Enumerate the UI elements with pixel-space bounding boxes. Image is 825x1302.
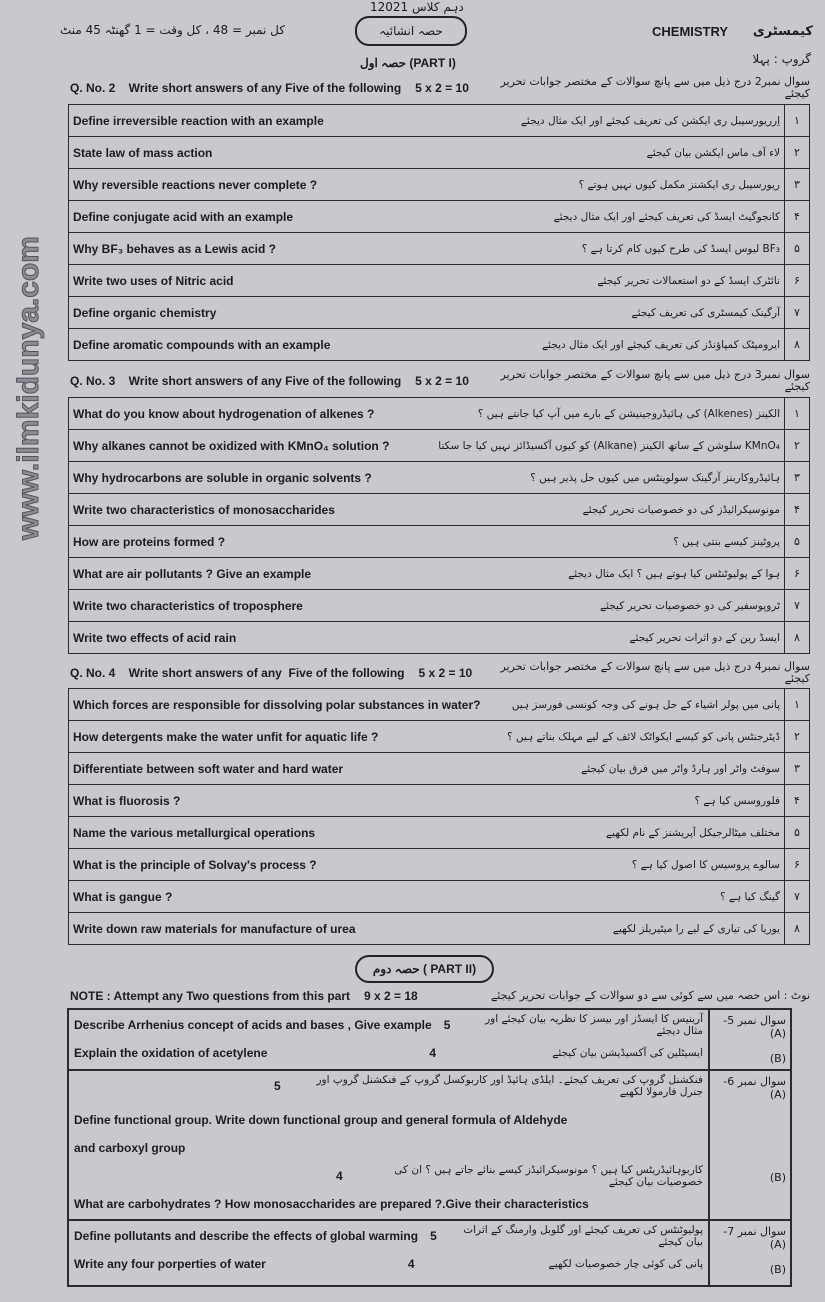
question-text-urdu: سوفٹ واٹر اور ہارڈ واٹر میں فرق بیان کیجئے — [495, 753, 784, 785]
q6b-label: (B) — [769, 1171, 786, 1184]
question-marks: 5 x 2 = 10 — [418, 666, 473, 680]
question-text-urdu: گینگ کیا ہے ؟ — [495, 881, 784, 913]
part2-note-row — [70, 984, 810, 1008]
question-text-urdu: KMnO₄ سلوشن کے ساتھ الکینز (Alkane) کو کیوں آکسیڈائز نہیں کیا جا سکتا — [413, 430, 784, 462]
question-text-urdu: ریورسیبل ری ایکشنز مکمل کیوں نہیں ہوتے ؟ — [425, 169, 784, 201]
question-text: Define conjugate acid with an example — [69, 201, 426, 233]
question-text-urdu: الکینز (Alkenes) کی ہائیڈروجینیشن کے بارے میں آپ کیا جانتے ہیں ؟ — [413, 398, 784, 430]
question-row — [69, 430, 810, 462]
question-row — [69, 462, 810, 494]
question-text: Name the various metallurgical operations — [69, 817, 496, 849]
q6a-urdu: فنکشنل گروپ کی تعریف کیجئے۔ ایلڈی ہائیڈ اور کاربوکسل گروپ کے فنکشنل گروپ اور جنرل فارمولا لکھیے — [316, 1074, 703, 1098]
question-heading-urdu: سوال نمبر2 درج ذیل میں سے پانچ سوالات کے مختصر جوابات تحریر کیجئے — [500, 75, 810, 100]
question-number: ۳ — [785, 753, 810, 785]
q6b-marks: 4 — [336, 1169, 343, 1183]
question-row — [69, 558, 810, 590]
q7a-label: سوال نمبر 7-(A) — [723, 1225, 786, 1251]
question-text: Write two characteristics of troposphere — [69, 590, 414, 622]
question-number: ۷ — [785, 881, 810, 913]
question-number: ۴ — [785, 201, 810, 233]
question-5 — [68, 1009, 791, 1070]
q5a-label: سوال نمبر 5-(A) — [723, 1014, 786, 1040]
question-row — [69, 233, 810, 265]
question-text: Which forces are responsible for dissolving polar substances in water? — [69, 689, 496, 721]
question-marks: 5 x 2 = 10 — [415, 374, 469, 388]
question-row — [69, 785, 810, 817]
question-row — [69, 622, 810, 654]
question-text-urdu: BF₃ لیوس ایسڈ کی طرح کیوں کام کرتا ہے ؟ — [425, 233, 784, 265]
q6b-urdu: کاربوہائیڈریٹس کیا ہیں ؟ مونوسیکرائیڈز کیسے بنائے جاتے ہیں ؟ ان کی خصوصیات بیان کیجئے — [394, 1164, 703, 1188]
question-6 — [68, 1070, 791, 1220]
question-text-urdu: سالوے پروسیس کا اصول کیا ہے ؟ — [495, 849, 784, 881]
section-title: حصہ انشائیہ — [355, 16, 467, 46]
question-text-urdu: کانجوگیٹ ایسڈ کی تعریف کیجئے اور ایک مثال دیجئے — [425, 201, 784, 233]
q5a-marks: 5 — [443, 1018, 451, 1032]
question-number: ۳ — [785, 462, 810, 494]
question-text-urdu: ٹروپوسفیر کی دو خصوصیات تحریر کیجئے — [413, 590, 784, 622]
question-number: ۷ — [785, 297, 810, 329]
question-text-urdu: ایسڈ رین کے دو اثرات تحریر کیجئے — [413, 622, 784, 654]
question-text: Why reversible reactions never complete ? — [69, 169, 426, 201]
question-row — [69, 137, 810, 169]
question-heading-urdu: سوال نمبر4 درج ذیل میں سے پانچ سوالات کے مختصر جوابات تحریر کیجئے — [500, 660, 810, 685]
question-number: ۱ — [785, 398, 810, 430]
question-text: What are air pollutants ? Give an example — [69, 558, 414, 590]
question-text: What is gangue ? — [69, 881, 496, 913]
question-text: What is the principle of Solvay's process ? — [69, 849, 496, 881]
group-label: گروپ : پہلا — [752, 52, 811, 66]
question-row — [69, 689, 810, 721]
q5b-urdu: ایسیٹلین کی آکسیڈیشن بیان کیجئے — [552, 1047, 703, 1059]
q6a-text-1: Define functional group. Write down functional group and general formula of Aldehyde — [74, 1113, 568, 1127]
question-text: What do you know about hydrogenation of alkenes ? — [69, 398, 414, 430]
q6a-text-2: and carboxyl group — [74, 1141, 186, 1155]
question-heading: Q. No. 4 Write short answers of any Five of the following — [70, 666, 405, 680]
question-row — [69, 526, 810, 558]
question-text-urdu: مختلف میٹالرجیکل آپریشنز کے نام لکھیے — [495, 817, 784, 849]
class-year: دہم کلاس 12021 — [370, 0, 464, 14]
question-heading: Q. No. 3 Write short answers of any Five of the following — [70, 374, 402, 388]
question-heading-row — [70, 76, 810, 100]
question-row — [69, 201, 810, 233]
question-text-urdu: فلوروسس کیا ہے ؟ — [495, 785, 784, 817]
question-number: ۵ — [785, 526, 810, 558]
part1-title: (PART I) حصہ اول — [360, 56, 456, 70]
question-row — [69, 849, 810, 881]
question-number: ۸ — [785, 913, 810, 945]
question-row — [69, 265, 810, 297]
question-text: Define organic chemistry — [69, 297, 426, 329]
question-text-urdu: نائٹرک ایسڈ کے دو استعمالات تحریر کیجئے — [425, 265, 784, 297]
part2-marks: 9 x 2 = 18 — [364, 989, 418, 1003]
q7a-marks: 5 — [430, 1229, 437, 1243]
question-text-urdu: آرگینک کیمسٹری کی تعریف کیجئے — [425, 297, 784, 329]
question-number: ۶ — [785, 849, 810, 881]
question-number: ۸ — [785, 329, 810, 361]
question-number: ۶ — [785, 265, 810, 297]
question-4-table — [68, 688, 810, 945]
question-number: ۶ — [785, 558, 810, 590]
question-text-urdu: ہائیڈروکاربنز آرگینک سولوینٹس میں کیوں حل پذیر ہیں ؟ — [413, 462, 784, 494]
question-text-urdu: ہوا کے پولیوٹنٹس کیا ہوتے ہیں ؟ ایک مثال دیجئے — [413, 558, 784, 590]
question-text: Why BF₃ behaves as a Lewis acid ? — [69, 233, 426, 265]
question-text: What is fluorosis ? — [69, 785, 496, 817]
question-row — [69, 590, 810, 622]
question-heading-row — [70, 369, 810, 393]
question-text-urdu: لاء آف ماس ایکشن بیان کیجئے — [425, 137, 784, 169]
question-text: Write two uses of Nitric acid — [69, 265, 426, 297]
question-text-urdu: اِرریورسیبل ری ایکشن کی تعریف کیجئے اور ایک مثال دیجئے — [425, 105, 784, 137]
question-text: Write two characteristics of monosaccharides — [69, 494, 414, 526]
question-text-urdu: ڈیٹرجنٹس پانی کو کیسے ایکواٹک لائف کے لیے مہلک بناتے ہیں ؟ — [495, 721, 784, 753]
question-text: Write two effects of acid rain — [69, 622, 414, 654]
question-row — [69, 105, 810, 137]
q7b-urdu: پانی کی کوئی چار خصوصیات لکھیے — [548, 1258, 703, 1270]
q7b-label: (B) — [769, 1263, 786, 1276]
question-text: How detergents make the water unfit for aquatic life ? — [69, 721, 496, 753]
subject-title: CHEMISTRY — [652, 24, 729, 39]
question-text-urdu: یوریا کی تیاری کے لیے را میٹیریلز لکھیے — [495, 913, 784, 945]
question-2-table — [68, 104, 810, 361]
question-3-table — [68, 397, 810, 654]
q7a-text: Define pollutants and describe the effects of global warming — [74, 1229, 419, 1243]
question-row — [69, 721, 810, 753]
question-row — [69, 913, 810, 945]
question-number: ۱ — [785, 689, 810, 721]
q5b-label: (B) — [769, 1052, 786, 1065]
question-text-urdu: پروٹینز کیسے بنتی ہیں ؟ — [413, 526, 784, 558]
question-text: Define aromatic compounds with an example — [69, 329, 426, 361]
question-heading-row — [70, 661, 810, 685]
question-text: Write down raw materials for manufacture of urea — [69, 913, 496, 945]
question-heading: Q. No. 2 Write short answers of any Five of the following — [70, 81, 402, 95]
question-number: ۲ — [785, 430, 810, 462]
question-7 — [68, 1220, 791, 1286]
question-text: Differentiate between soft water and hard water — [69, 753, 496, 785]
q6b-text: What are carbohydrates ? How monosaccharides are prepared ?.Give their characteristics — [74, 1197, 589, 1211]
q5a-text: Describe Arrhenius concept of acids and bases , Give example — [74, 1018, 432, 1032]
q5a-urdu: آرینیس کا ایسڈز اور بیسز کا نظریہ بیان کیجئے اور مثال دیجئے — [485, 1013, 703, 1037]
q7b-marks: 4 — [407, 1257, 415, 1271]
question-number: ۳ — [785, 169, 810, 201]
question-number: ۵ — [785, 233, 810, 265]
q6a-label: سوال نمبر 6-(A) — [723, 1075, 786, 1101]
subject-urdu: کیمسٹری — [752, 24, 813, 39]
question-number: ۴ — [785, 785, 810, 817]
question-row — [69, 329, 810, 361]
question-text: Define irreversible reaction with an example — [69, 105, 426, 137]
question-text: State law of mass action — [69, 137, 426, 169]
question-number: ۱ — [785, 105, 810, 137]
q5b-marks: 4 — [429, 1046, 437, 1060]
question-row — [69, 297, 810, 329]
question-text-urdu: مونوسیکرائیڈز کی دو خصوصیات تحریر کیجئے — [413, 494, 784, 526]
part2-table — [67, 1008, 792, 1287]
part2-note: NOTE : Attempt any Two questions from this part — [70, 989, 351, 1003]
q7a-urdu: پولیوٹنٹس کی تعریف کیجئے اور گلوبل وارمنگ کے اثرات بیان کیجئے — [463, 1224, 703, 1248]
question-text: How are proteins formed ? — [69, 526, 414, 558]
question-text: Why hydrocarbons are soluble in organic solvents ? — [69, 462, 414, 494]
question-number: ۸ — [785, 622, 810, 654]
q7b-text: Write any four porperties of water — [74, 1257, 266, 1271]
question-row — [69, 398, 810, 430]
marks-time: کل نمبر = 48 ، کل وقت = 1 گھنٹہ 45 منٹ — [60, 23, 285, 37]
part2-note-urdu: نوٹ : اس حصہ میں سے کوئی سے دو سوالات کے جوابات تحریر کیجئے — [490, 989, 810, 1002]
question-row — [69, 881, 810, 913]
question-marks: 5 x 2 = 10 — [415, 81, 469, 95]
question-row — [69, 753, 810, 785]
question-row — [69, 494, 810, 526]
question-number: ۵ — [785, 817, 810, 849]
watermark: www.ilmkidunya.com — [12, 236, 45, 540]
question-text-urdu: ایرومیٹک کمپاؤنڈز کی تعریف کیجئے اور ایک مثال دیجئے — [425, 329, 784, 361]
q6a-marks: 5 — [274, 1079, 281, 1093]
question-row — [69, 817, 810, 849]
question-number: ۷ — [785, 590, 810, 622]
question-number: ۲ — [785, 137, 810, 169]
q5b-text: Explain the oxidation of acetylene — [74, 1046, 268, 1060]
part2-title: (PART II ) حصہ دوم — [355, 955, 494, 983]
question-text: Why alkanes cannot be oxidized with KMnO₄ solution ? — [69, 430, 414, 462]
question-number: ۲ — [785, 721, 810, 753]
question-number: ۴ — [785, 494, 810, 526]
question-row — [69, 169, 810, 201]
question-text-urdu: پانی میں پولر اشیاء کے حل ہونے کی وجہ کونسی فورسز ہیں — [495, 689, 784, 721]
question-heading-urdu: سوال نمبر3 درج ذیل میں سے پانچ سوالات کے مختصر جوابات تحریر کیجئے — [500, 368, 810, 393]
